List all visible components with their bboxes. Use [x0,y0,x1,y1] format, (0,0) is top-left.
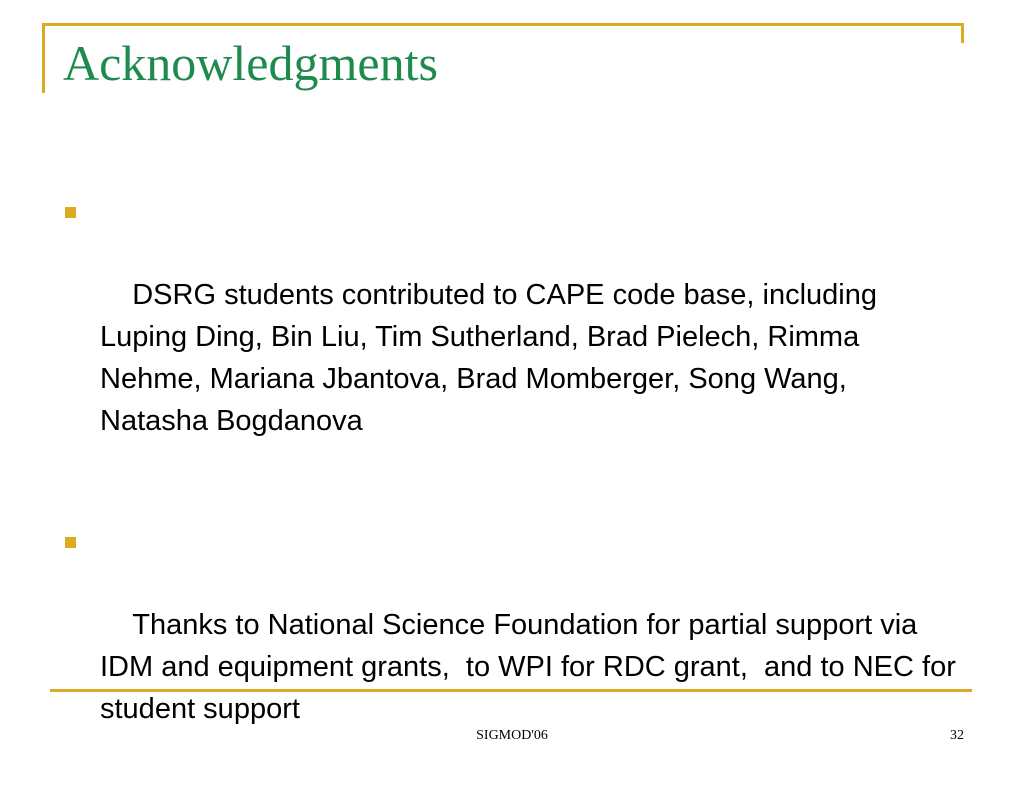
bullet-item-students [60,190,960,484]
square-bullet-icon [65,537,76,548]
slide-title: Acknowledgments [63,35,438,91]
footer-divider [50,689,972,692]
bullet-text-students: DSRG students contributed to CAPE code base, including Luping Ding, Bin Liu, Tim Sutherland, Brad Pielech, Rimma Nehme, Mariana Jbantova, Brad Momberger, Song Wang, Natasha Bogdanova [100,279,886,437]
bullet-list [60,190,964,808]
footer-conference: SIGMOD'06 [476,728,548,743]
square-bullet-icon [65,207,76,218]
bullet-text-thanks: Thanks to National Science Foundation for partial support via IDM and equipment grants, to WPI for RDC grant, and to NEC for student support [100,609,964,725]
frame-right-border [961,23,964,43]
footer-page-number: 32 [950,728,964,743]
frame-top-border [42,23,964,26]
frame-left-border [42,23,45,93]
